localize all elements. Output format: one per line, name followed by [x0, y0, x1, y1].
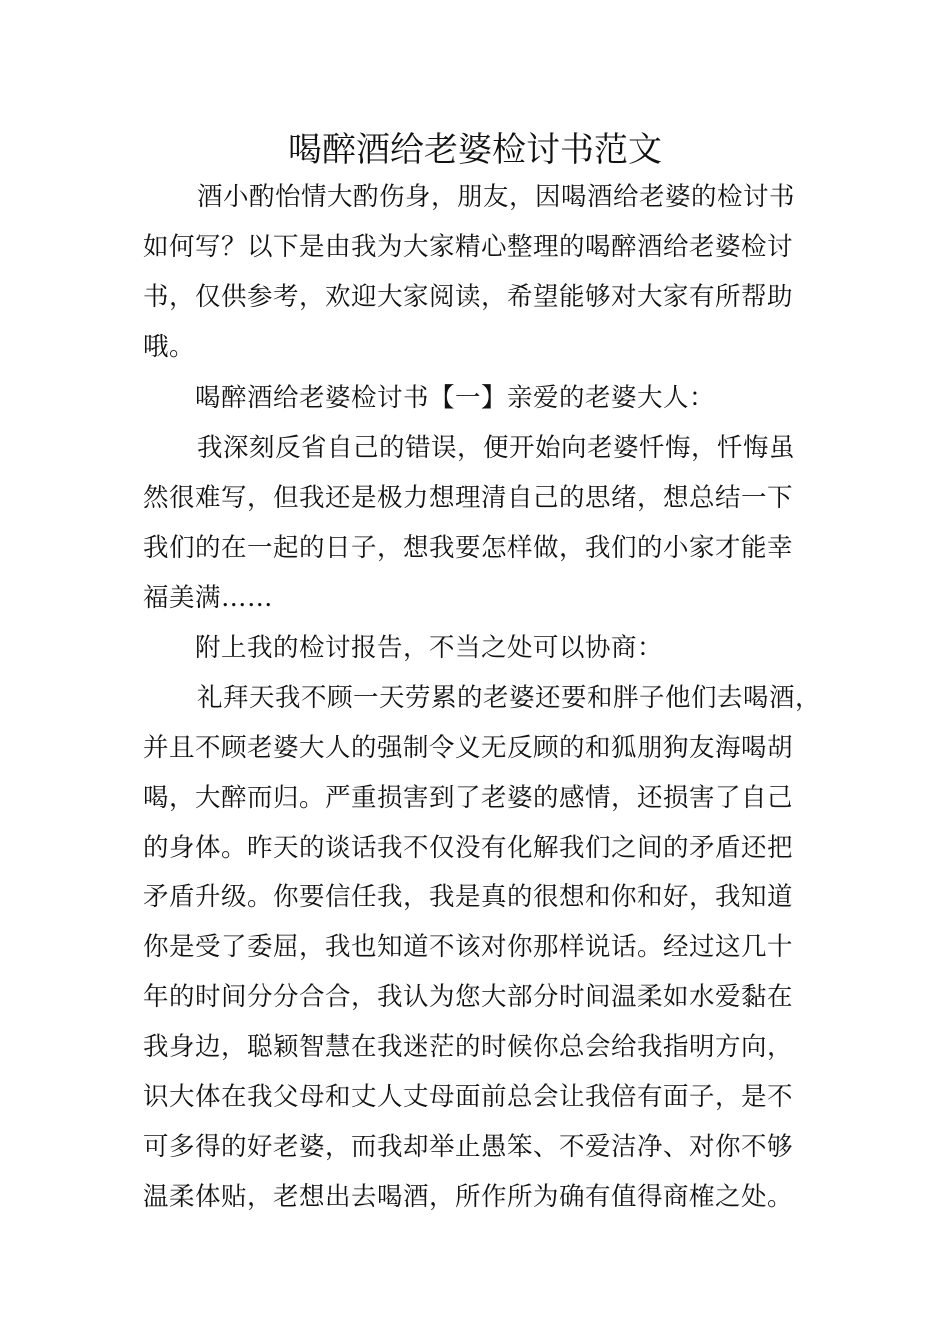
paragraph-line: 并且不顾老婆大人的强制令义无反顾的和狐朋狗友海喝胡 [143, 733, 794, 763]
paragraph-line: 酒小酌怡情大酌伤身，朋友，因喝酒给老婆的检讨书 [197, 182, 796, 212]
paragraph-line: 喝，大醉而归。严重损害到了老婆的感情，还损害了自己 [143, 783, 794, 813]
paragraph-line: 年的时间分分合合，我认为您大部分时间温柔如水爱黏在 [143, 982, 794, 1012]
paragraph-line: 我身边，聪颖智慧在我迷茫的时候你总会给我指明方向， [143, 1032, 794, 1062]
paragraph-line: 识大体在我父母和丈人丈母面前总会让我倍有面子，是不 [143, 1082, 794, 1112]
paragraph-line: 我们的在一起的日子，想我要怎样做，我们的小家才能幸 [143, 533, 794, 563]
paragraph-line: 哦。 [143, 332, 196, 362]
paragraph-line: 如何写？以下是由我为大家精心整理的喝醉酒给老婆检讨 [143, 232, 794, 262]
paragraph-line: 礼拜天我不顾一天劳累的老婆还要和胖子他们去喝酒， [197, 683, 822, 713]
paragraph-line: 的身体。昨天的谈话我不仅没有化解我们之间的矛盾还把 [143, 833, 794, 863]
section-heading-line: 喝醉酒给老婆检讨书【一】亲爱的老婆大人： [195, 383, 716, 413]
paragraph-line: 可多得的好老婆，而我却举止愚笨、不爱洁净、对你不够 [143, 1132, 794, 1162]
paragraph-line: 矛盾升级。你要信任我，我是真的很想和你和好，我知道 [143, 882, 794, 912]
paragraph-line: 书，仅供参考，欢迎大家阅读，希望能够对大家有所帮助 [143, 282, 794, 312]
paragraph-line: 你是受了委屈，我也知道不该对你那样说话。经过这几十 [143, 932, 794, 962]
paragraph-line: 我深刻反省自己的错误，便开始向老婆忏悔，忏悔虽 [197, 433, 796, 463]
document-title: 喝醉酒给老婆检讨书范文 [288, 130, 662, 170]
paragraph-line: 然很难写，但我还是极力想理清自己的思绪，想总结一下 [143, 483, 794, 513]
paragraph-line: 温柔体贴，老想出去喝酒，所作所为确有值得商榷之处。 [143, 1182, 794, 1212]
paragraph-line: 附上我的检讨报告，不当之处可以协商： [195, 633, 664, 663]
paragraph-line: 福美满…… [143, 583, 274, 613]
